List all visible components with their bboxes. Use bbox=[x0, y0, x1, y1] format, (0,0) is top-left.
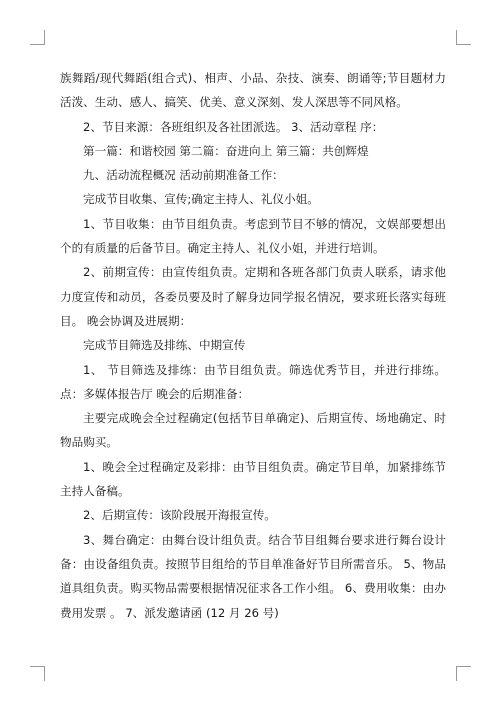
text-line: 完成节目收集、宣传;确定主持人、礼仪小姐。 bbox=[83, 192, 319, 207]
section-heading: 九、活动流程概况 活动前期准备工作： bbox=[83, 168, 284, 183]
crop-mark-bottom-left bbox=[30, 666, 45, 681]
crop-mark-bottom-right bbox=[456, 666, 471, 681]
text-line: 2、后期宣传：该阶段展开海报宣传。 bbox=[83, 508, 276, 523]
text-line: 目。 晚会协调及进展期： bbox=[60, 313, 192, 328]
text-line: 力度宣传和动员，各委员要及时了解身边同学报名情况，要求班长落实每班 bbox=[60, 289, 446, 304]
text-line: 族舞蹈/现代舞蹈(组合式)、相声、小品、杂技、演奏、朗诵等;节目题材力 bbox=[60, 71, 446, 85]
text-line: 2、节目来源：各班组织及各社团派选。 3、活动章程 序： bbox=[83, 119, 384, 134]
text-line: 1、节目收集：由节目组负责。考虑到节目不够的情况，文娱部要想出 bbox=[83, 216, 446, 231]
text-line: 备：由设备组负责。按照节目组给的节目单准备好节目所需音乐。 5、物品 bbox=[60, 556, 446, 571]
text-line: 2、前期宣传：由宣传组负责。定期和各班各部门负责人联系，请求他 bbox=[83, 265, 446, 280]
text-line: 道具组负责。购买物品需要根据情况征求各工作小组。 6、费用收集：由办 bbox=[60, 581, 446, 596]
text-line: 3、舞台确定：由舞台设计组负责。结合节目组舞台要求进行舞台设计 bbox=[83, 532, 446, 547]
text-line: 完成节目筛选及排练、中期宣传 bbox=[83, 338, 246, 353]
text-line: 物品购买。 bbox=[60, 435, 118, 450]
text-line: 主持人备稿。 bbox=[60, 484, 130, 499]
text-line: 1、晚会全过程确定及彩排：由节目组负责。确定节目单，加紧排练节 bbox=[83, 459, 446, 474]
text-line: 活泼、生动、感人、搞笑、优美、意义深刻、发人深思等不同风格。 bbox=[60, 95, 408, 110]
text-line: 点：多媒体报告厅 晚会的后期准备： bbox=[60, 386, 250, 401]
text-line: 费用发票 。 7、派发邀请函 (12 月 26 号) bbox=[60, 605, 279, 620]
text-line: 第一篇：和谐校园 第二篇：奋进向上 第三篇：共创辉煌 bbox=[83, 143, 369, 158]
crop-mark-top-right bbox=[456, 30, 471, 45]
text-line: 主要完成晚会全过程确定(包括节目单确定)、后期宣传、场地确定、时 bbox=[83, 411, 446, 426]
crop-mark-top-left bbox=[30, 30, 45, 45]
document-body bbox=[60, 66, 446, 625]
text-line: 1、 节目筛选及排练：由节目组负责。筛选优秀节目，并进行排练。 bbox=[83, 362, 446, 377]
text-line: 个的有质量的后备节目。确定主持人、礼仪小姐，并进行培训。 bbox=[60, 241, 385, 256]
